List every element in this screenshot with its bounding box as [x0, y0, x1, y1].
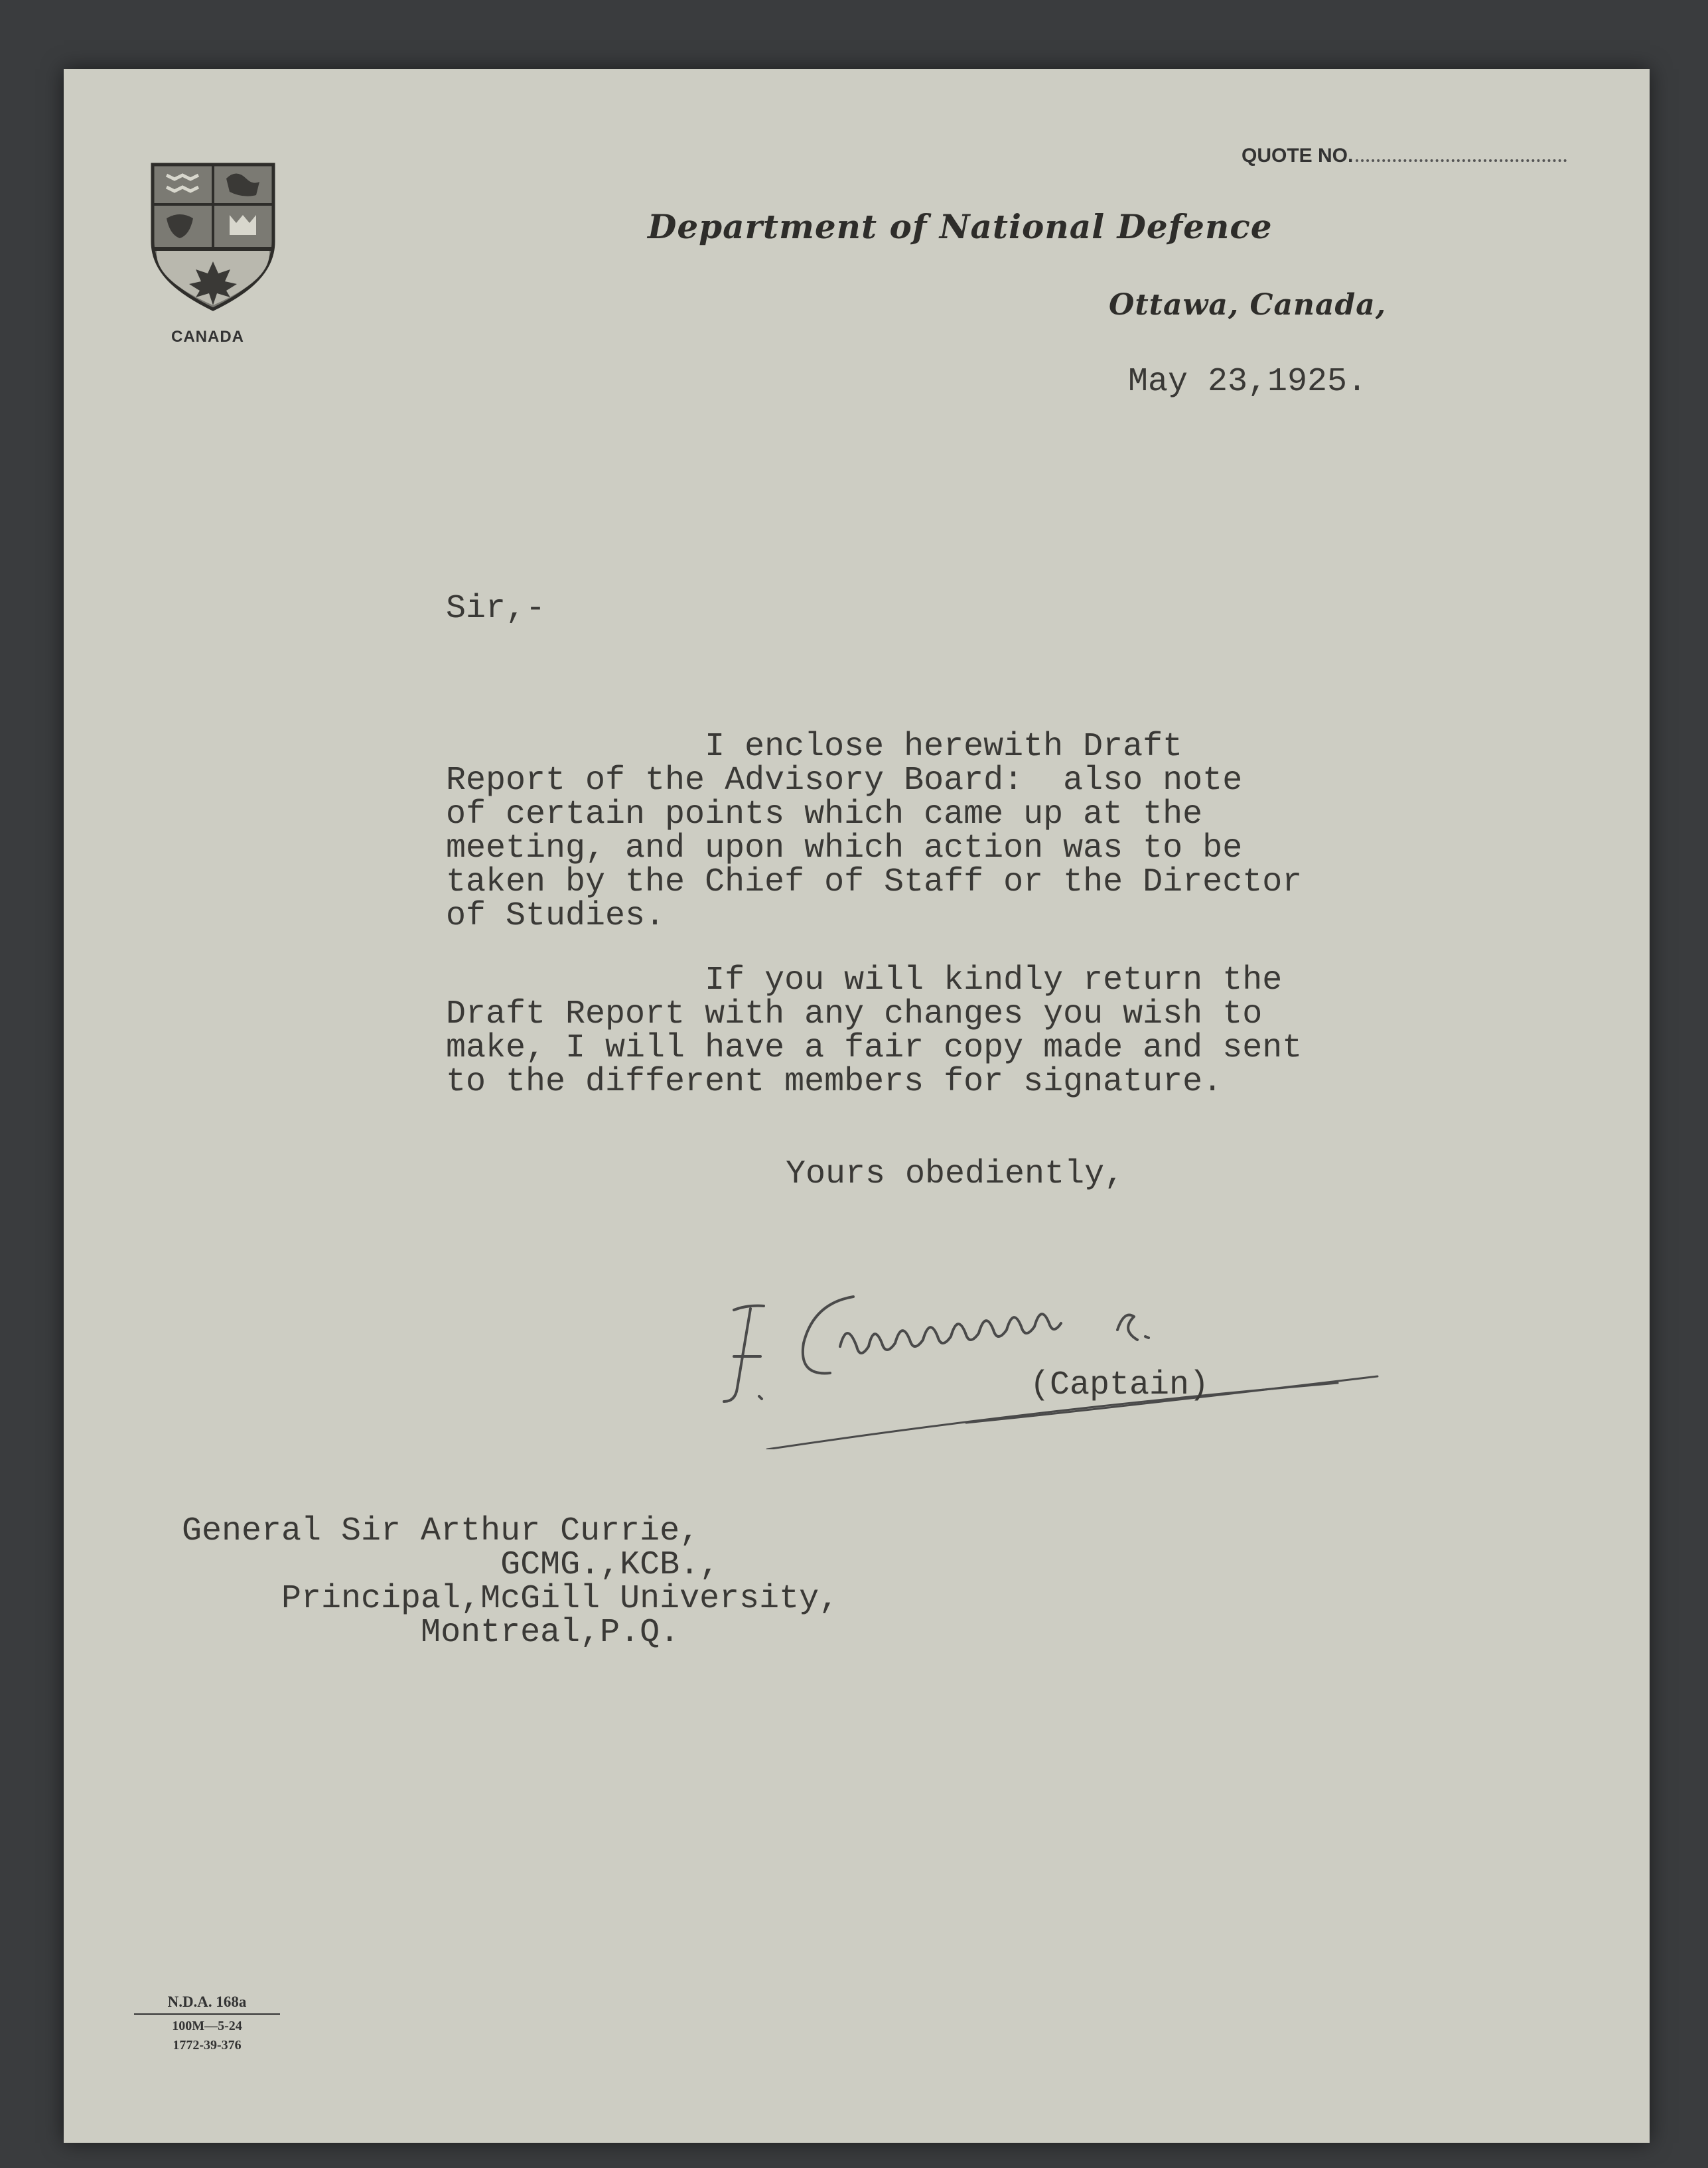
body-line: to the different members for signature. [446, 1063, 1223, 1101]
recipient-line: General Sir Arthur Currie, [182, 1512, 700, 1550]
body-line: If you will kindly return the [446, 962, 1283, 999]
form-code [134, 1993, 280, 2053]
body-line: I enclose herewith Draft [446, 728, 1183, 766]
closing: Yours obediently, [786, 1155, 1125, 1193]
body-line: of Studies. [446, 897, 666, 935]
body-line: of certain points which came up at the [446, 796, 1203, 833]
letter-page [64, 69, 1650, 2143]
body-line: make, I will have a fair copy made and sent [446, 1029, 1303, 1067]
department-heading: Department of National Defence [648, 207, 1273, 246]
body-paragraph-2 [446, 964, 1302, 1099]
form-code-line-3: 1772-39-376 [173, 2038, 242, 2053]
body-line: taken by the Chief of Staff or the Director [446, 863, 1303, 901]
form-code-line-2: 100M—5-24 [172, 2019, 242, 2033]
city-heading: Ottawa, Canada, [1109, 288, 1387, 322]
quote-number-label: QUOTE NO. [1242, 145, 1354, 167]
crest-caption: CANADA [171, 328, 244, 346]
body-line: meeting, and upon which action was to be [446, 830, 1243, 867]
recipient-address [182, 1514, 839, 1650]
recipient-line: Principal,McGill University, [182, 1580, 839, 1618]
letter-date: May 23,1925. [1128, 363, 1368, 401]
body-line: Report of the Advisory Board: also note [446, 762, 1243, 800]
form-code-line-1: N.D.A. 168a [134, 1993, 280, 2015]
quote-number-field [1242, 145, 1567, 167]
signatory-rank: (Captain) [1030, 1366, 1210, 1404]
salutation: Sir,- [446, 590, 546, 628]
canada-coat-of-arms-icon [150, 162, 276, 315]
body-line: Draft Report with any changes you wish to [446, 995, 1263, 1033]
handwritten-signature [687, 1230, 1404, 1449]
recipient-line: GCMG.,KCB., [182, 1546, 720, 1584]
quote-number-blank [1356, 159, 1567, 162]
recipient-line: Montreal,P.Q. [182, 1614, 680, 1652]
body-paragraph-1 [446, 730, 1302, 933]
